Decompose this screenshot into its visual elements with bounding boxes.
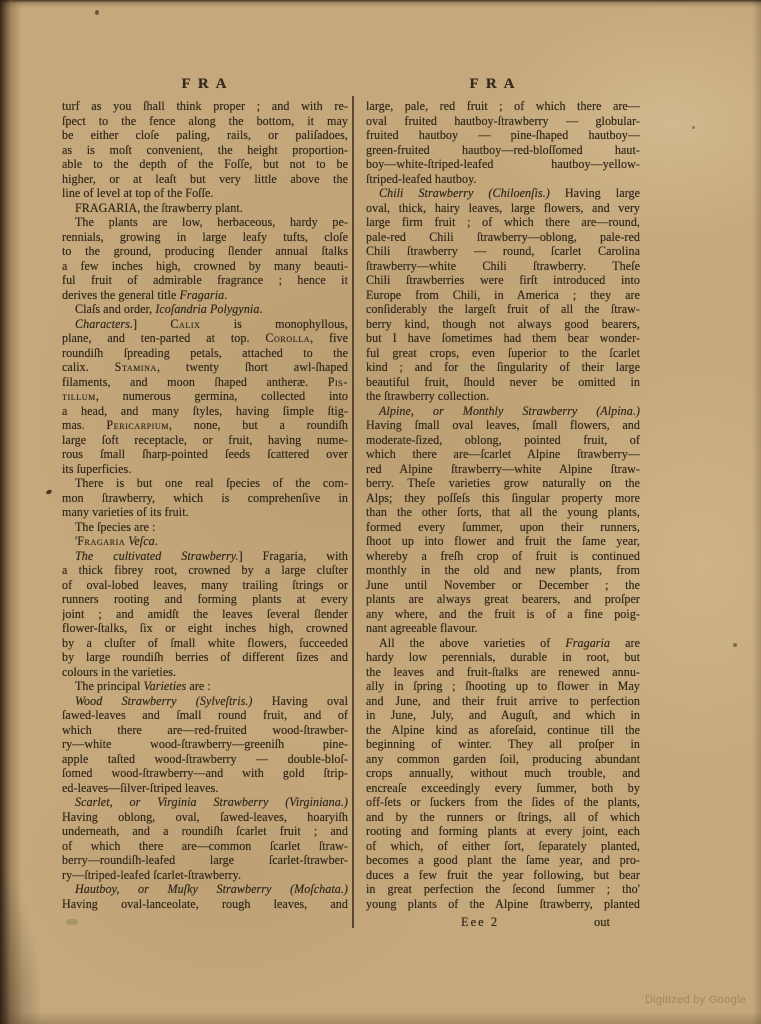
text-block — [62, 99, 640, 911]
text-line: Alps; they poſſeſs this ſingular property more — [366, 490, 640, 505]
running-head-right: F R A — [469, 76, 517, 92]
text-line: of which there are—common ſcarlet ſtraw- — [62, 838, 348, 853]
text-line: apple taſted wood-ſtrawberry — double-bloſ- — [62, 751, 348, 766]
text-line: young plants of the Alpine ſtrawberry, planted — [366, 896, 640, 911]
text-line: higher, or at leaſt but very little above the — [62, 171, 348, 186]
running-head-left: F R A — [181, 76, 229, 92]
text-line: becomes a good plant the ſame year, and pro- — [366, 853, 640, 867]
text-line: any common garden ſoil, producing abundant — [366, 751, 640, 766]
text-line: Scarlet, or Virginia Strawberry (Virginiana.) — [75, 795, 348, 809]
text-line: tillum, numerous germina, collected into — [62, 389, 348, 403]
text-line: many varieties of its fruit. — [62, 505, 189, 519]
text-line: June until November or December ; the — [366, 577, 640, 592]
text-line: flower-ſtalks, ſix or eight inches high, crowned — [62, 621, 348, 635]
text-line: All the above varieties of Fragaria are — [379, 635, 640, 650]
text-line: line of level at top of the Foſſe. — [62, 186, 214, 200]
text-line: whereby a freſh crop of fruit is continued — [366, 548, 640, 563]
text-line: kind ; and for the ſingularity of their large — [366, 360, 640, 374]
text-line: Europe from Chili, in America ; they are — [366, 287, 640, 302]
text-column-right — [366, 99, 640, 911]
text-line: as is moſt convenient, the height proportion- — [62, 142, 348, 157]
text-line: Chili Strawberry (Chiloenſis.) Having large — [379, 186, 640, 200]
text-line: colours in the varieties. — [62, 664, 177, 679]
text-line: plants are always great bearers, and proſper — [366, 592, 640, 606]
text-line: roundiſh ſpreading petals, attached to the — [62, 345, 348, 360]
text-line: to the ground, producing ſlender annual ſtalks — [62, 244, 348, 258]
text-line: crops annually, without much trouble, and — [366, 766, 640, 780]
text-line: duces a few fruit the year following, but bear — [366, 867, 640, 882]
text-line: large firm fruit ; of which there are—round, — [366, 215, 640, 229]
text-line: a thick fibrey root, crowned by a large cluſter — [62, 563, 348, 577]
text-line: underneath, and a roundiſh ſcarlet fruit ; and — [62, 824, 348, 838]
text-line: rooting and forming plants at every joint, each — [366, 824, 640, 838]
text-line: in great perfection the ſecond ſummer ; tho' — [366, 882, 640, 896]
text-line: but I have ſometimes had them bear wonder- — [366, 331, 640, 345]
text-line: berry. Theſe varieties grow naturally on the — [366, 476, 640, 490]
text-line: calix. Stamina, twenty ſhort awl-ſhaped — [62, 360, 348, 374]
text-line: Wood Strawberry (Sylveſtris.) Having oval — [75, 693, 348, 708]
ink-speck — [692, 126, 695, 129]
text-line: nant agreeable flavour. — [366, 621, 478, 635]
text-line: pale-red Chili ſtrawberry—oblong, pale-red — [366, 229, 640, 244]
text-line: large, pale, red fruit ; of which there are— — [366, 99, 640, 113]
text-line: Characters.] Calix is monophyllous, — [75, 316, 348, 331]
text-line: mon ſtrawberry, which is comprehenſive in — [62, 490, 348, 505]
text-line: Claſs and order, Icoſandria Polygynia. — [75, 302, 263, 316]
text-line: FRAGARIA, the ſtrawberry plant. — [75, 200, 243, 215]
text-line: mas. Pericarpium, none, but a roundiſh — [62, 418, 348, 432]
text-line: ful fruit of admirable fragrance ; hence it — [62, 273, 348, 287]
text-line: ſhoot up into flower and fruit the ſame year, — [366, 534, 640, 548]
text-line: and June, and their fruit arrive to perfection — [366, 693, 640, 708]
text-line: large ſoft receptacle, or fruit, having nume- — [62, 432, 348, 447]
text-line: Chili ſtrawberry — round, ſcarlet Carolina — [366, 244, 640, 258]
text-line: by large roundiſh berries of different ſizes and — [62, 650, 348, 664]
text-line: the leaves and fruit-ſtalks are renewed annu- — [366, 664, 640, 679]
text-line: able to the depth of the Foſſe, but not to be — [62, 157, 348, 171]
text-line: ſtrawberry—white Chili ſtrawberry. Theſe — [366, 258, 640, 273]
text-line: Having oval-lanceolate, rough leaves, and — [62, 896, 348, 911]
text-line: joint ; and amidſt the leaves ſeveral ſlender — [62, 606, 348, 621]
text-line: its ſuperficies. — [62, 461, 132, 476]
text-line: red Alpine ſtrawberry—white Alpine ſtraw- — [366, 461, 640, 476]
text-line: by a cluſter of ſmall white flowers, ſucceeded — [62, 635, 348, 650]
text-line: filaments, and moon ſhaped antheræ. Pis- — [62, 374, 348, 389]
text-line: ed-leaves—ſilver-ſtriped leaves. — [62, 780, 219, 795]
text-line: berry kind, though not always good bearers, — [366, 316, 640, 331]
text-line: which there are—ſcarlet Alpine ſtrawberry— — [366, 447, 640, 461]
text-line: moderate-ſized, oblong, pointed fruit, of — [366, 432, 640, 447]
text-line: turf as you ſhall think proper ; and with re- — [62, 99, 348, 113]
text-line: rennials, growing in large leafy tufts, cloſe — [62, 229, 348, 244]
text-line: ful great crops, even ſuperior to the ſcarlet — [366, 345, 640, 360]
text-line: Having oblong, oval, ſawed-leaves, hoaryiſh — [62, 809, 348, 824]
text-line: monthly in the old and new plants, from — [366, 563, 640, 577]
text-line: beautiful fruit, ſhould never be omitted in — [366, 374, 640, 389]
text-line: plane, and ten-parted at top. Corolla, five — [62, 331, 348, 345]
text-line: Alpine, or Monthly Strawberry (Alpina.) — [379, 403, 640, 418]
text-line: ry—ſtriped-leafed ſcarlet-ſtrawberry. — [62, 867, 242, 882]
text-line: ally in ſpring ; ſhooting up to flower in May — [366, 679, 640, 693]
text-line: berry—roundiſh-leafed large ſcarlet-ſtrawber- — [62, 853, 348, 867]
text-line: than the other ſorts, that all the young plants, — [366, 505, 640, 519]
text-line: runners rooting and forming plants at every — [62, 592, 348, 606]
text-line: boy—white-ſtriped-leafed hautboy—yellow- — [366, 157, 640, 171]
text-column-left — [62, 99, 348, 911]
running-heads — [62, 76, 640, 93]
text-line: conſiderably the largeſt fruit of all the ſtraw- — [366, 302, 640, 316]
text-line: green-fruited hautboy—red-bloſſomed haut- — [366, 142, 640, 157]
text-line: the Alpine kind as aforeſaid, continue till the — [366, 722, 640, 737]
text-line: oval, thick, hairy leaves, large flowers, and very — [366, 200, 640, 215]
text-line: which there are—red-fruited wood-ſtrawber- — [62, 722, 348, 737]
text-line: any where, and the fruit is of a fine poig- — [366, 606, 640, 621]
page-footer — [366, 915, 640, 930]
ink-speck — [95, 10, 99, 15]
text-line: Having ſmall oval leaves, ſmall flowers, and — [366, 418, 640, 432]
text-line: beginning of winter. They all proſper in — [366, 737, 640, 751]
text-line: Hautboy, or Muſky Strawberry (Moſchata.) — [75, 882, 348, 896]
text-line: The plants are low, herbaceous, hardy pe- — [75, 215, 348, 229]
text-line: ſawed-leaves and ſmall round fruit, and of — [62, 708, 348, 722]
text-line: fruited hautboy — pine-ſhaped hautboy— — [366, 128, 640, 142]
text-line: of oval-lobed leaves, many trailing ſtrings or — [62, 577, 348, 592]
text-line: in June, July, and Auguſt, and which in — [366, 708, 640, 722]
text-line: ſtriped-leafed hautboy. — [366, 171, 477, 186]
text-line: 'Fragaria Veſca. — [75, 534, 158, 548]
text-line: a few inches high, crowned by many beauti- — [62, 258, 348, 273]
signature-mark: Eee 2 — [461, 915, 500, 929]
text-line: formed every ſummer, upon their runners, — [366, 519, 640, 534]
ink-speck — [45, 489, 52, 495]
text-line: be either cloſe paling, rails, or paliſadoes, — [62, 128, 348, 142]
text-line: encreaſe exceedingly every ſummer, both by — [366, 780, 640, 795]
text-line: a head, and many ſtyles, having ſimple ſtig- — [62, 403, 348, 418]
text-line: off-ſets or ſuckers from the ſides of the plants, — [366, 795, 640, 809]
text-line: ry—white wood-ſtrawberry—greeniſh pine- — [62, 737, 348, 751]
google-watermark: Digitized by Google — [645, 994, 747, 1006]
text-line: the ſtrawberry collection. — [366, 389, 490, 403]
text-line: hardy low perennials, durable in root, but — [366, 650, 640, 664]
ink-speck — [66, 919, 78, 925]
text-line: derives the general title Fragaria. — [62, 287, 228, 302]
text-line: rous ſmall ſharp-pointed ſeeds ſcattered over — [62, 447, 348, 461]
text-line: ſpect to the fence along the bottom, it may — [62, 113, 348, 128]
text-line: of which, of either ſort, ſeparately planted, — [366, 838, 640, 853]
ink-speck — [733, 643, 737, 647]
text-line: and by the runners or ſtrings, all of which — [366, 809, 640, 824]
text-line: The principal Varieties are : — [75, 679, 211, 693]
catchword: out — [594, 915, 610, 929]
text-line: oval fruited hautboy-ſtrawberry — globular- — [366, 113, 640, 128]
text-line: There is but one real ſpecies of the com- — [75, 476, 348, 490]
text-line: ſomed wood-ſtrawberry—and with gold ſtrip- — [62, 766, 348, 780]
text-line: The cultivated Strawberry.] Fragaria, with — [75, 548, 348, 563]
text-line: Chili ſtrawberries were firſt introduced into — [366, 273, 640, 287]
text-line: The ſpecies are : — [75, 519, 156, 534]
